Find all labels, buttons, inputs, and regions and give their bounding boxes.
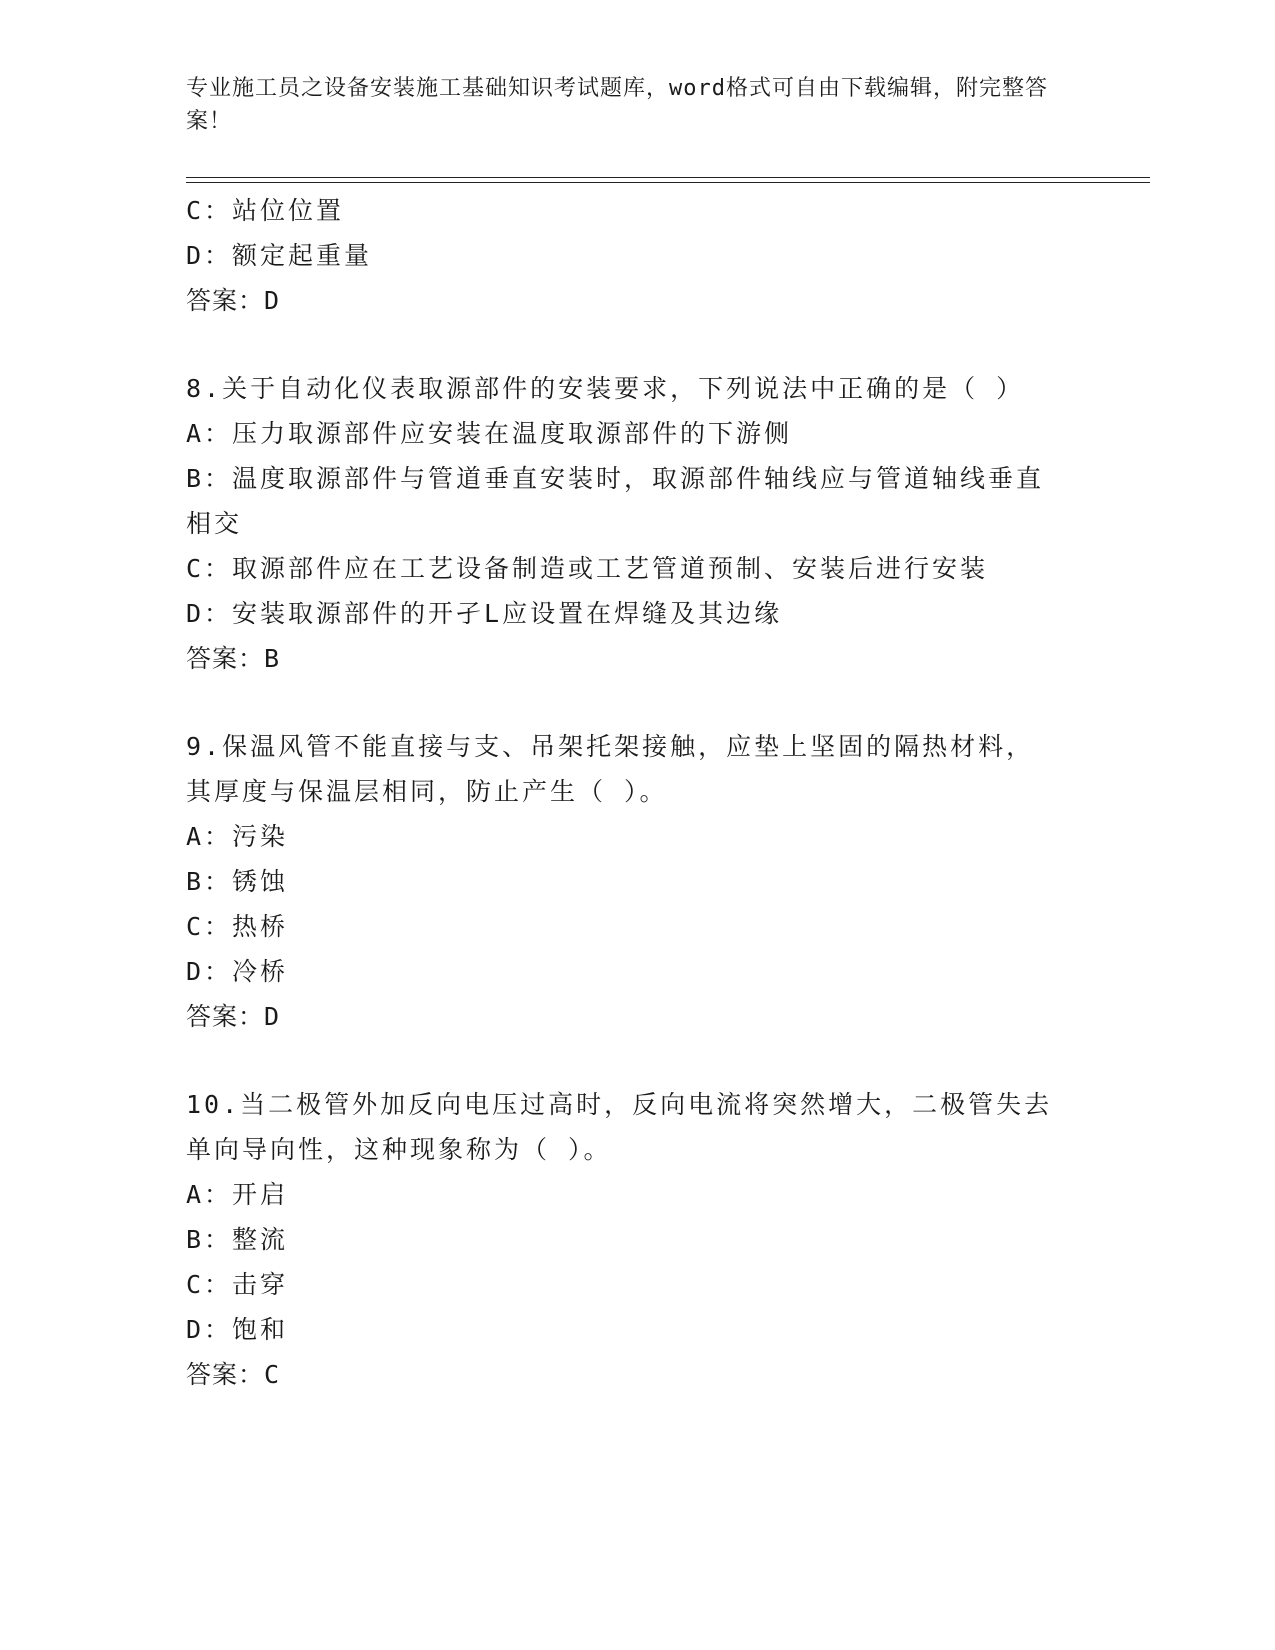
question-9-stem-continued: 其厚度与保温层相同，防止产生（ ）。 [186, 777, 668, 806]
answer: 答案：B [186, 644, 281, 673]
option-d: D：冷桥 [186, 957, 289, 986]
question-content [186, 188, 1086, 1397]
document-header: 专业施工员之设备安装施工基础知识考试题库，word格式可自由下载编辑，附完整答案！ [186, 76, 1048, 134]
option-b-continued: 相交 [186, 509, 243, 538]
option-c: C：站位位置 [186, 196, 345, 225]
option-a: A：压力取源部件应安装在温度取源部件的下游侧 [186, 419, 793, 448]
option-d: D：额定起重量 [186, 241, 373, 270]
option-a: A：污染 [186, 822, 289, 851]
header-rule-bottom [186, 182, 1150, 183]
answer: 答案：D [186, 286, 281, 315]
question-8-stem: 8.关于自动化仪表取源部件的安装要求，下列说法中正确的是（ ） [186, 374, 1025, 403]
option-b: B：锈蚀 [186, 867, 289, 896]
answer: 答案：D [186, 1002, 281, 1031]
option-d: D：安装取源部件的开孑L应设置在焊缝及其边缘 [186, 599, 783, 628]
answer: 答案：C [186, 1360, 281, 1389]
question-10-stem: 10.当二极管外加反向电压过高时，反向电流将突然增大，二极管失去 [186, 1090, 1053, 1119]
header-rule-top [186, 177, 1150, 178]
option-c: C：击穿 [186, 1270, 289, 1299]
question-9-stem: 9.保温风管不能直接与支、吊架托架接触，应垫上坚固的隔热材料， [186, 732, 1035, 761]
question-10-stem-continued: 单向导向性，这种现象称为（ ）。 [186, 1135, 612, 1164]
option-b: B：温度取源部件与管道垂直安装时，取源部件轴线应与管道轴线垂直 [186, 464, 1045, 493]
option-c: C：热桥 [186, 912, 289, 941]
option-d: D：饱和 [186, 1315, 289, 1344]
option-a: A：开启 [186, 1180, 289, 1209]
option-c: C：取源部件应在工艺设备制造或工艺管道预制、安装后进行安装 [186, 554, 989, 583]
option-b: B：整流 [186, 1225, 289, 1254]
